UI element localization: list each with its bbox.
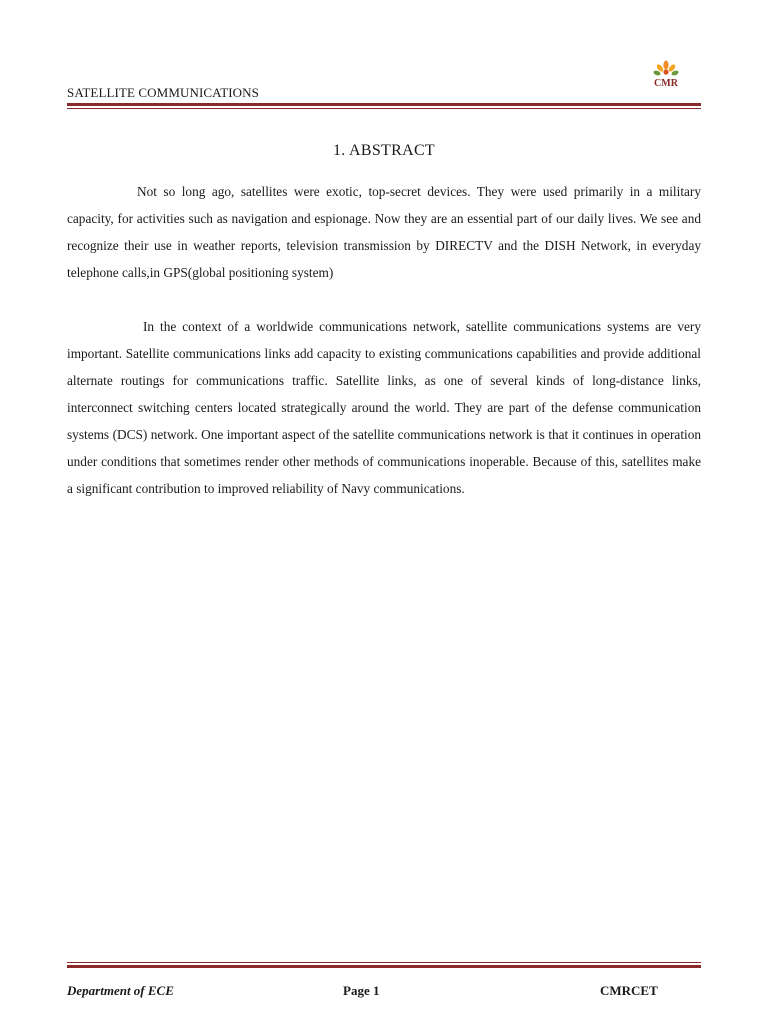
footer-department: Department of ECE bbox=[67, 983, 174, 998]
logo-flower-icon bbox=[653, 61, 679, 77]
logo-text: CMR bbox=[654, 78, 678, 89]
header-rule-thin bbox=[67, 108, 701, 109]
header-rule bbox=[67, 103, 701, 106]
abstract-paragraph-2: In the context of a worldwide communications network, satellite communications systems are very important. Satellite communications links add capacity to existing communications capabilities and provide additional alternate routings for communications traffic. Satellite links, as one of several kinds of long-distance links, interconnect switching centers located strategically around the world. They are part of the defense communication systems (DCS) network. One important aspect of the satellite communications network is that it continues in operation under conditions that sometimes render other methods of communications inoperable. Because of this, satellites make a significant contribution to improved reliability of Navy communications. bbox=[67, 319, 701, 496]
header-title: SATELLITE COMMUNICATIONS bbox=[67, 85, 259, 100]
footer-rule-thin bbox=[67, 962, 701, 963]
abstract-paragraph-1: Not so long ago, satellites were exotic, top-secret devices. They were used primarily in a military capacity, for activities such as navigation and espionage. Now they are an essential part of our daily lives. We see and recognize their use in weather reports, television transmission by DIRECTV and the DISH Network, in everyday telephone calls,in GPS(global positioning system) bbox=[67, 184, 701, 280]
section-heading: 1. ABSTRACT bbox=[333, 142, 435, 159]
cmr-logo bbox=[646, 58, 686, 94]
footer-page-number: Page 1 bbox=[343, 983, 380, 998]
footer-rule bbox=[67, 965, 701, 968]
footer-college: CMRCET bbox=[600, 983, 658, 998]
